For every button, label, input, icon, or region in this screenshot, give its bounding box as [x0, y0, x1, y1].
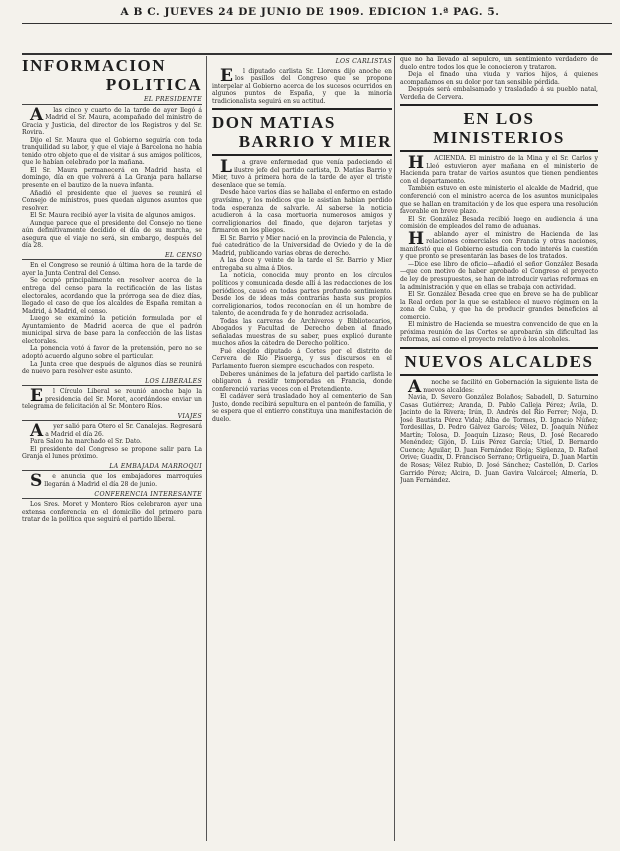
article-paragraph: Anoche se facilitó en Gobernación la siguiente lista de nuevos alcaldes: — [408, 376, 598, 397]
header-rule-bottom — [22, 53, 612, 55]
article-paragraph: Añadió el presidente que el jueves se reunirá el Consejo de ministros, pues quedan algunos asuntos que resolver. — [22, 189, 202, 212]
column-1 — [22, 56, 202, 841]
article-paragraph: El cadáver será trasladado hoy al cementerio de San Justo, donde recibirá sepultura en el panteón de familia, y se espera que el entierro constituya una manifestación de duelo. — [212, 393, 392, 423]
article-paragraph: Los Sres. Moret y Montero Ríos celebraron ayer una extensa conferencia en el domicilio del primero para tratar de la política que seguirá el partido liberal. — [22, 501, 202, 524]
article-paragraph: que no ha llevado al sepulcro, un sentimiento verdadero de duelo entre todos los que le conocieron y trataron. — [400, 56, 598, 71]
column-3 — [400, 56, 598, 841]
article-paragraph: La grave enfermedad que venía padeciendo el ilustre jefe del partido carlista, D. Matías Barrio y Mier, tuvo á primera hora de la tarde de ayer el triste desenlace que se temía. — [212, 157, 392, 189]
article-paragraph: Dijo el Sr. Maura que el Gobierno seguiría con toda tranquilidad su labor, y que el viaje á Barcelona no había tenido otro objeto que el de visitar á sus amigos políticos, que le habían celebrado por la mañana. — [22, 136, 202, 167]
subheading: EL PRESIDENTE — [22, 96, 202, 105]
article-paragraph: Aunque parece que el presidente del Consejo no tiene aún definitivamente decidido el día de su marcha, se asegura que el viaje no será, sin embargo, después del día 28. — [22, 219, 202, 250]
article-paragraph: A las doce y veinte de la tarde el Sr. Barrio y Mier entregaba su alma á Dios. — [212, 257, 392, 272]
section-rule — [212, 154, 392, 156]
subheading: LOS LIBERALES — [22, 378, 202, 387]
article-paragraph: Deberes unánimes de la jefatura del partido carlista le obligaron á residir temporadas en Francia, donde conferenció varias veces con el Pretendiente. — [212, 370, 392, 393]
article-paragraph: El Sr. González Besada cree que en breve se ha de publicar la Real orden por la que se establece el nuevo régimen en la zona de Cuba, y que ha de producir grandes beneficios al comercio. — [400, 291, 598, 321]
article-paragraph: El presidente del Congreso se propone salir para La Granja el lunes próximo. — [22, 445, 202, 461]
article-paragraph: El Sr. Maura permanecerá en Madrid hasta el domingo, día en que volverá á La Granja para hallarse presente en el bautizo de la nueva infanta. — [22, 166, 202, 189]
article-paragraph: HACIENDA. El ministro de la Mina y el Sr. Carlos y Lleó estuvieron ayer mañana en el ministerio de Hacienda para tratar de varios asuntos que tienen pendientes con el departamento. — [400, 153, 598, 185]
article-paragraph: —Dice ese libro de oficio—añadió el señor González Besada—que con motivo de haber aprobado el Congreso el proyecto de ley de presupuestos, se han de introducir varias reformas en la administración y que en ellas se trabaja con actividad. — [400, 260, 598, 291]
article-paragraph: La noticia, conocida muy pronto en los círculos políticos y comunicada desde allí á las redacciones de los periódicos, causó en todas partes profundo sentimiento. Desde los de ideas más contrarias hasta sus propios correligionarios, todos reconocían en él un hombre de talento, de acendrada fe y de honradez acrisolada. — [212, 272, 392, 318]
article-paragraph: Para Salou ha marchado el Sr. Dato. — [30, 438, 142, 446]
section-rule — [400, 150, 598, 152]
article-paragraph: La ponencia votó á favor de la pretensión, pero no se adoptó acuerdo alguno sobre el particular. — [22, 345, 202, 360]
article-paragraph: El Sr. González Besada recibió luego en audiencia á una comisión de empleados del ramo de aduanas. — [400, 215, 598, 231]
page-header: A B C. JUEVES 24 DE JUNIO DE 1909. EDICION 1.ª PAG. 5. — [120, 6, 500, 18]
article-paragraph: Alas cinco y cuarto de la tarde de ayer llegó á Madrid el Sr. Maura, acompañado del ministro de Gracia y Justicia, del director de los Registros y del Sr. Rovira. — [22, 104, 202, 137]
article-paragraph: Luego se examinó la petición formulada por el Ayuntamiento de Madrid acerca de que el padrón municipal sirva de base para la confección de las listas electorales. — [22, 315, 202, 345]
article-paragraph: Hablando ayer el ministro de Hacienda de las relaciones comerciales con Francia y otras naciones, manifestó que el Gobierno estudia con todo interés la cuestión y que pronto se presentarán las bases de los tratados. — [400, 228, 598, 261]
article-paragraph: Desde hace varios días se hallaba el enfermo en estado gravísimo, y los médicos que le asistían habían perdido toda esperanza de salvarle. Al saberse la noticia acudieron á la casa mortuoria numerosos amigos y correligionarios del finado, que dejaron tarjetas y firmaron en los pliegos. — [212, 189, 392, 235]
subheading: CONFERENCIA INTERESANTE — [22, 491, 202, 500]
section-title: BARRIO Y MIER — [238, 132, 392, 152]
subheading: LA EMBAJADA MARROQUI — [22, 463, 202, 472]
article-paragraph: Todas las carreras de Archiveros y Bibliotecarios, Abogados y Facultad de Derecho deben al finado señaladas muestras de su saber, pues explicó durante muchos años la cátedra de Derecho político. — [212, 317, 392, 348]
column-divider — [206, 56, 207, 841]
subheading: EL CENSO — [22, 252, 202, 261]
article-paragraph: El Sr. Barrio y Mier nació en la provincia de Palencia, y fué catedrático de la Universidad de Oviedo y de la de Madrid, publicando varias obras de derecho. — [212, 234, 392, 257]
article-paragraph: Se ocupó principalmente en resolver acerca de la entrega del censo para la rectificación de las listas electorales, acordando que la prórroga sea de diez días, llegado el caso de que los alcaldes de España remitan a Madrid, á Madrid, el censo. — [22, 277, 202, 315]
article-paragraph: En el Congreso se reunió á última hora de la tarde de ayer la Junta Central del Censo. — [22, 262, 202, 277]
article-paragraph: Ayer salió para Otero el Sr. Canalejas. Regresará a Madrid el día 26. — [30, 421, 202, 442]
section-title: INFORMACION — [22, 56, 166, 75]
article-paragraph: El diputado carlista Sr. Llorens dijo anoche en los pasillos del Congreso que se propone interpelar al Gobierno acerca de los sucesos ocurridos en algunos puntos de España, y que la minoría tradicionalista seguirá en su actitud. — [212, 65, 392, 105]
section-title: EN LOS MINISTERIOS — [433, 109, 565, 148]
article-paragraph: El Sr. Maura recibió ayer la visita de algunos amigos. — [30, 212, 196, 220]
subheading: VIAJES — [22, 413, 202, 422]
header-rule — [22, 23, 612, 24]
article-paragraph: Después será embalsamado y trasladado á su pueblo natal, Verdeña de Cervera. — [400, 86, 598, 101]
article-paragraph: Tambien estuvo en este ministerio el alcalde de Madrid, que conferenció con el ministro acerca de los asuntos municipales que se hallan en tramitación y de los que espera una resolución favorable en breve plazo. — [400, 185, 598, 216]
article-paragraph: El ministro de Hacienda se muestra convencido de que en la próxima reunión de las Cortes se aprobarán sin dificultad las reformas, así como el proyecto relativo á los alcoholes. — [400, 321, 598, 344]
section-title: POLITICA — [105, 75, 202, 94]
section-title: DON MATIAS — [212, 113, 336, 133]
article-paragraph: Fué elegido diputado á Cortes por el distrito de Cervera de Río Pisuerga, y sus discursos en el Parlamento fueron siempre escuchados con respeto. — [212, 347, 392, 370]
article-paragraph: Se anuncia que los embajadores marroquíes llegarán á Madrid el día 28 de junio. — [30, 471, 202, 492]
section-rule — [212, 108, 392, 110]
section-title: NUEVOS ALCALDES — [404, 351, 594, 371]
column-2 — [212, 56, 392, 841]
subheading: LOS CARLISTAS — [335, 58, 392, 65]
article-paragraph: Navia, D. Severo González Bolaños; Sabadell, D. Saturnino Casas Gutiérrez; Aranda, D. Pablo Calleja Pérez; Ávila, D. Jacinto de la Rivera; Irún, D. Andrés del Río Ferrer; Noja, D. José Bautista Pérez Vidal; Alba de Tormes, D. Ignacio Núñez; Tordesillas, D. Pedro Gálvez Garcés; Vélez, D. Joaquín Núñez Martín; Tolosa, D. Joaquín Lizaso; Reus, D. José Recaredo Menéndez; Gijón, D. Luis Pérez García; Utiel, D. Bernardo Cuenca; Aguilar, D. Juan Fernández Rioja; Sigüenza, D. Rafael Orive; Guadix, D. Francisco Serrano; Ortigueira, D. Juan Martín de Rosas; Vélez Rubio, D. José Sánchez; Castellón, D. Carlos Garrido Pérez; Alcira, D. Juan Gavira Valcárcel; Almería, D. Juan Fernández. — [400, 394, 598, 485]
column-divider — [394, 56, 395, 841]
article-paragraph: El Círculo Liberal se reunió anoche bajo la presidencia del Sr. Moret, acordándose enviar un telegrama de felicitación al Sr. Montero Ríos. — [22, 386, 202, 411]
section-rule — [400, 347, 598, 349]
section-rule — [400, 374, 598, 376]
article-paragraph: Deja el finado una viuda y varios hijos, á quienes acompañamos en su dolor por tan sensible pérdida. — [400, 71, 598, 86]
section-rule — [400, 104, 598, 106]
article-paragraph: La Junta cree que después de algunos días se reunirá de nuevo para resolver este asunto. — [22, 360, 202, 376]
